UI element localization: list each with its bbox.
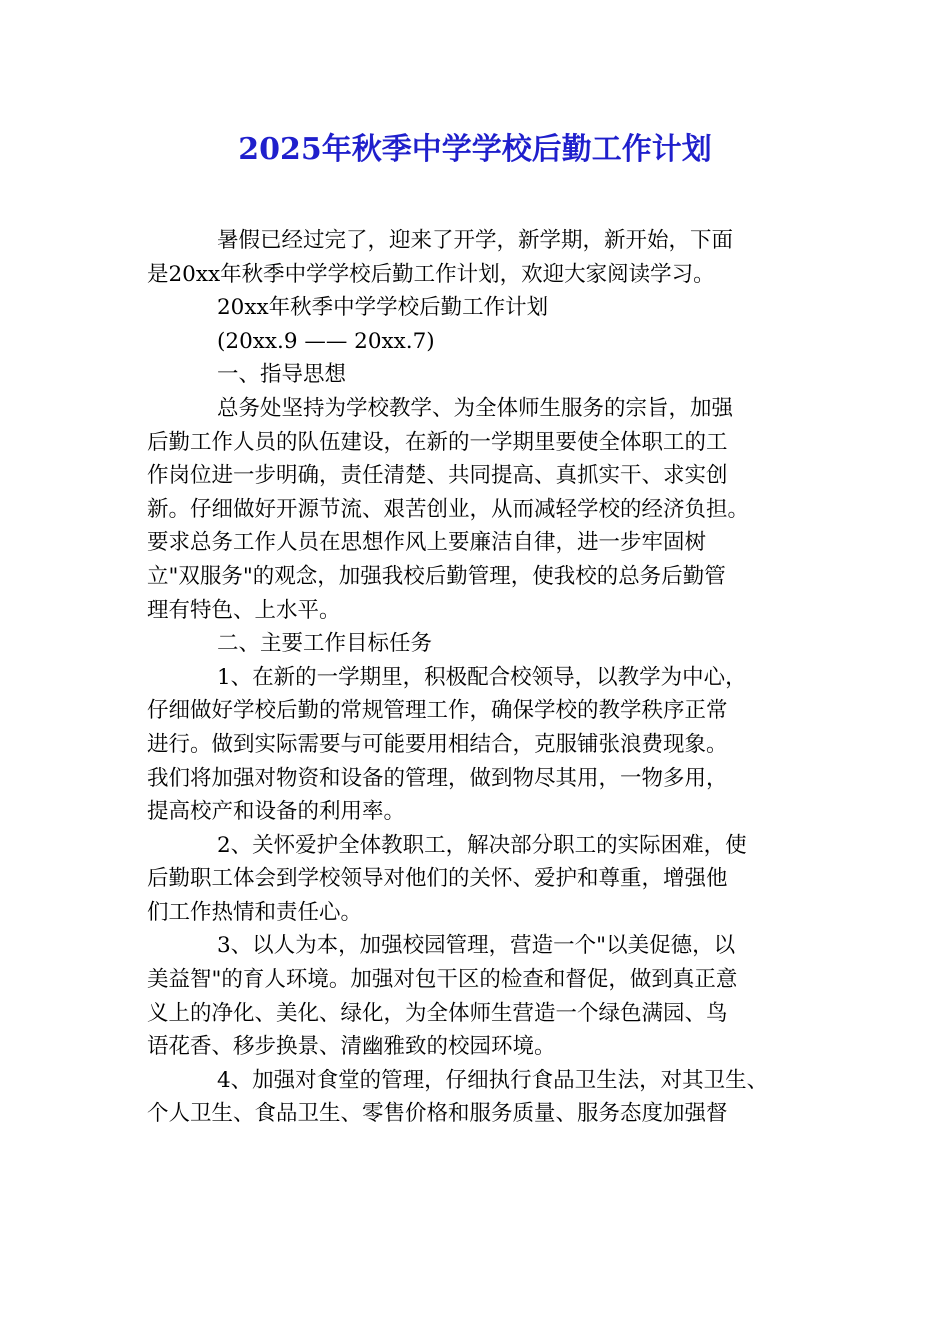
paragraph-line: 个人卫生、食品卫生、零售价格和服务质量、服务态度加强督 <box>147 1101 728 1127</box>
paragraph-line: 后勤工作人员的队伍建设，在新的一学期里要使全体职工的工 <box>147 429 728 455</box>
paragraph-line: 后勤职工体会到学校领导对他们的关怀、爱护和尊重，增强他 <box>147 866 728 892</box>
paragraph-line: 3、以人为本，加强校园管理，营造一个"以美促德，以 <box>217 933 736 959</box>
paragraph-line: 语花香、移步换景、清幽雅致的校园环境。 <box>147 1034 556 1060</box>
paragraph-line: 美益智"的育人环境。加强对包干区的检查和督促，做到真正意 <box>147 967 738 993</box>
paragraph-line: 是20xx年秋季中学学校后勤工作计划，欢迎大家阅读学习。 <box>147 261 715 287</box>
paragraph-line: 1、在新的一学期里，积极配合校领导，以教学为中心， <box>217 664 747 690</box>
paragraph-line: 提高校产和设备的利用率。 <box>147 799 406 825</box>
paragraph-line: 新。仔细做好开源节流、艰苦创业，从而减轻学校的经济负担。 <box>147 496 750 522</box>
document-title: 2025年秋季中学学校后勤工作计划 <box>238 132 712 167</box>
paragraph-line: 4、加强对食堂的管理，仔细执行食品卫生法，对其卫生、 <box>217 1067 769 1093</box>
paragraph-line: 理有特色、上水平。 <box>147 597 341 623</box>
date-range-line: (20xx.9 —— 20xx.7) <box>217 328 435 354</box>
subtitle-line: 20xx年秋季中学学校后勤工作计划 <box>217 295 549 321</box>
document-body <box>147 224 837 1131</box>
paragraph-line: 要求总务工作人员在思想作风上要廉洁自律，进一步牢固树 <box>147 530 707 556</box>
paragraph-line: 们工作热情和责任心。 <box>147 899 363 925</box>
paragraph-line: 仔细做好学校后勤的常规管理工作，确保学校的教学秩序正常 <box>147 698 728 724</box>
paragraph-line: 立"双服务"的观念，加强我校后勤管理，使我校的总务后勤管 <box>147 563 726 589</box>
section-heading: 一、指导思想 <box>217 362 347 388</box>
paragraph-line: 我们将加强对物资和设备的管理，做到物尽其用，一物多用， <box>147 765 728 791</box>
paragraph-line: 2、关怀爱护全体教职工，解决部分职工的实际困难，使 <box>217 832 747 858</box>
paragraph-line: 进行。做到实际需要与可能要用相结合，克服铺张浪费现象。 <box>147 731 728 757</box>
paragraph-line: 作岗位进一步明确，责任清楚、共同提高、真抓实干、求实创 <box>147 463 728 489</box>
paragraph-line: 义上的净化、美化、绿化，为全体师生营造一个绿色满园、鸟 <box>147 1000 728 1026</box>
section-heading: 二、主要工作目标任务 <box>217 631 433 657</box>
paragraph-line: 总务处坚持为学校教学、为全体师生服务的宗旨，加强 <box>217 395 734 421</box>
paragraph-line: 暑假已经过完了，迎来了开学，新学期，新开始，下面 <box>217 228 734 253</box>
